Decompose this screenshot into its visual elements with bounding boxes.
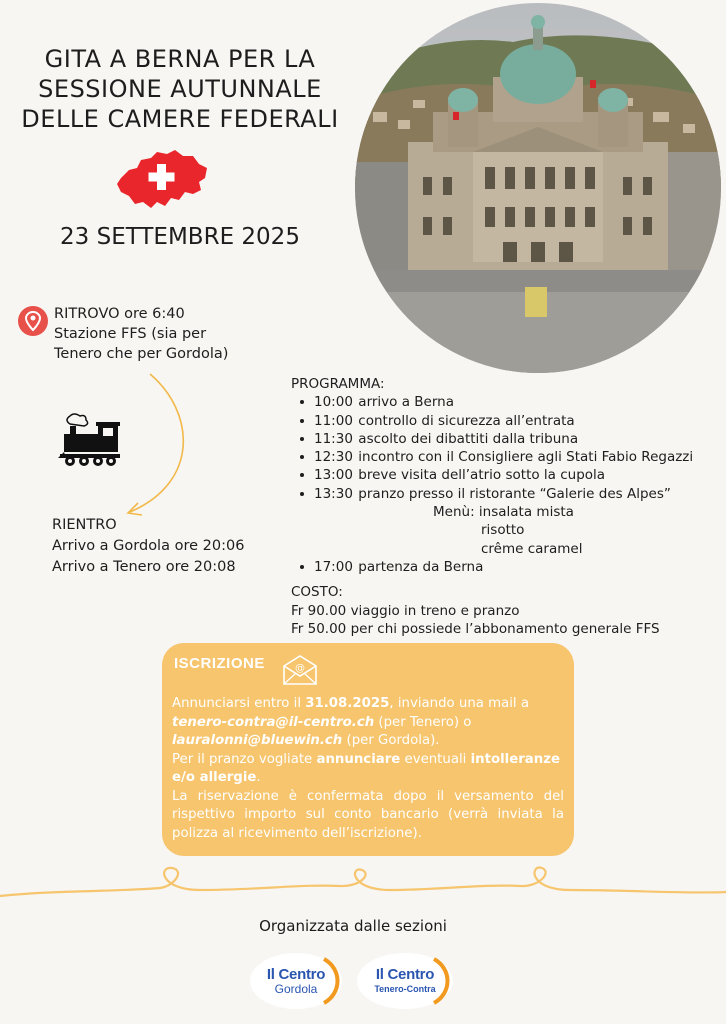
registration-p1 [172, 695, 564, 714]
logo-arc [320, 955, 344, 1007]
meeting-info [54, 304, 228, 364]
text: Per il pranzo vogliate [172, 751, 317, 767]
program-item [291, 430, 693, 448]
program-item [291, 448, 693, 466]
registration-p2 [172, 751, 564, 788]
logo-main: Il Centro [266, 965, 326, 983]
return-info [52, 515, 244, 578]
text: (per Gordola). [342, 733, 440, 748]
logo-main: Il Centro [375, 965, 435, 983]
meeting-time: RITROVO ore 6:40 [54, 306, 185, 322]
steam-train-icon [56, 410, 122, 470]
program [291, 375, 693, 576]
menu-item: crême caramel [481, 540, 583, 557]
logo-sub: Gordola [274, 981, 318, 996]
meeting-place-2: Tenero che per Gordola) [54, 346, 229, 362]
program-item [291, 412, 693, 430]
return-gordola: Arrivo a Gordola ore 20:06 [52, 538, 245, 554]
event-title [20, 44, 340, 134]
parliament-photo [353, 2, 723, 374]
menu-item: risotto [481, 522, 525, 539]
text-bold: intolleranze e/o allergie [172, 751, 560, 785]
svg-text:@: @ [295, 663, 305, 674]
email-tenero[interactable]: tenero-contra@il-centro.ch [172, 714, 375, 730]
menu-line [291, 503, 693, 521]
cost-heading: COSTO: [291, 584, 343, 600]
program-time: 13:30 [314, 485, 353, 502]
text-bold: annunciare [316, 751, 401, 767]
meeting-place: Stazione FFS (sia per [54, 326, 207, 342]
cost-line: Fr 50.00 per chi possiede l’abbonamento generale FFS [291, 621, 660, 637]
cost [291, 583, 660, 639]
decorative-wave [0, 860, 726, 910]
menu-label: Menù: [433, 504, 475, 521]
registration-p3: La riservazione è confermata dopo il versamento del rispettivo importo sul conto bancario (verrà inviata la polizza al ricevimento dell’iscrizione). [172, 788, 564, 841]
registration-title: ISCRIZIONE [174, 655, 265, 672]
program-time: 13:00 [314, 467, 353, 484]
program-time: 11:00 [314, 412, 353, 429]
program-text: partenza da Berna [358, 558, 484, 575]
email-gordola[interactable]: lauralonni@bluewin.ch [172, 733, 343, 748]
logo-sub: Tenero-Contra [374, 983, 436, 994]
program-time: 17:00 [314, 558, 353, 575]
program-item [291, 466, 693, 484]
text: (per Tenero) o [374, 714, 472, 730]
return-heading: RIENTRO [52, 517, 117, 533]
organizer-text: Organizzata dalle sezioni [259, 917, 447, 935]
program-text: breve visita dell’atrio sotto la cupola [358, 467, 606, 484]
event-date: 23 SETTEMBRE 2025 [60, 224, 300, 250]
title-line: DELLE CAMERE FEDERALI [21, 105, 339, 133]
return-tenero: Arrivo a Tenero ore 20:08 [52, 559, 236, 575]
text: , inviando una mail a [389, 696, 529, 711]
registration-body [172, 695, 564, 843]
deadline: 31.08.2025 [305, 696, 390, 711]
program-item [291, 485, 693, 503]
program-list [291, 393, 693, 503]
logo-arc [430, 955, 454, 1007]
program-list-end [291, 558, 693, 576]
program-item [291, 393, 693, 411]
location-pin-icon [18, 305, 48, 339]
title-line: GITA A BERNA PER LA [44, 45, 316, 73]
program-time: 10:00 [314, 394, 353, 411]
mail-icon [280, 654, 320, 686]
text: Annunciarsi entro il [172, 696, 306, 711]
program-text: incontro con il Consigliere agli Stati Fabio Regazzi [358, 449, 694, 466]
cost-line: Fr 90.00 viaggio in treno e pranzo [291, 602, 520, 619]
curved-arrow [110, 372, 190, 522]
swiss-map-icon [115, 148, 211, 210]
text: . [256, 770, 261, 785]
registration-email-line [172, 714, 564, 733]
program-text: arrivo a Berna [358, 394, 454, 411]
menu-item: insalata mista [478, 504, 574, 521]
title-line: SESSIONE AUTUNNALE [38, 75, 322, 103]
program-item [291, 558, 693, 576]
program-time: 11:30 [314, 430, 353, 447]
program-text: controllo di sicurezza all’entrata [358, 412, 575, 429]
program-text: ascolto dei dibattiti dalla tribuna [358, 430, 579, 447]
program-time: 12:30 [314, 449, 353, 466]
program-heading: PROGRAMMA: [291, 376, 385, 392]
program-text: pranzo presso il ristorante “Galerie des Alpes” [358, 485, 671, 502]
registration-email-line [172, 732, 564, 751]
text: eventuali [400, 751, 471, 767]
